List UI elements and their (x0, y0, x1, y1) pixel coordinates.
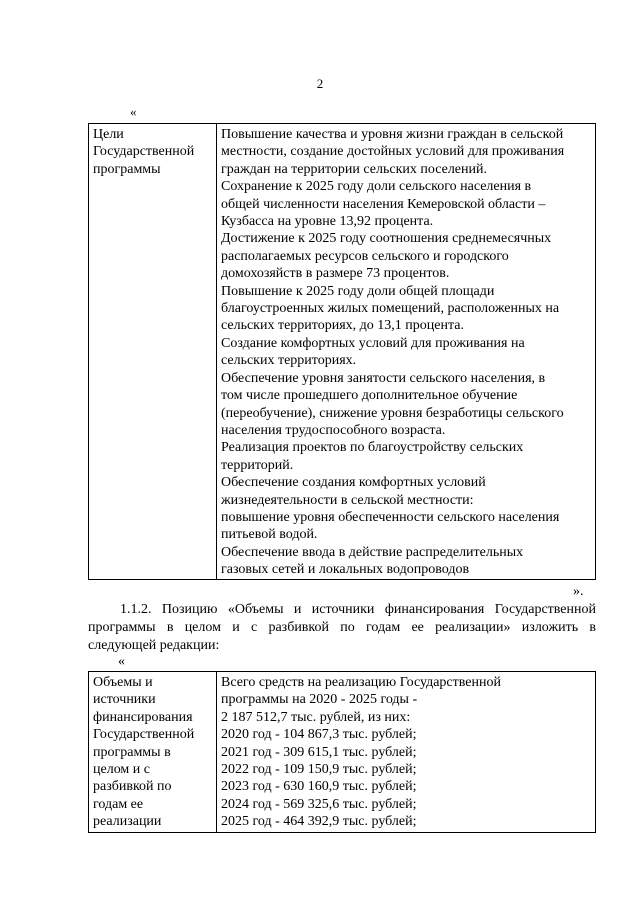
content-line: благоустроенных жилых помещений, расположенных на (221, 301, 560, 317)
content-line: Всего средств на реализацию Государственной (221, 675, 501, 690)
content-line: 2023 год - 630 160,9 тыс. рублей; (221, 779, 417, 795)
goals-label (93, 126, 212, 178)
content-line: Повышение к 2025 году доли общей площади (221, 283, 495, 299)
goals-content-cell (217, 124, 596, 580)
content-line: граждан на территории сельских поселений. (221, 161, 487, 177)
content-line: жизнедеятельности в сельской местности: (221, 492, 474, 508)
content-line: Создание комфортных условий для проживания на (221, 335, 525, 351)
label-line: программы в (93, 744, 171, 760)
label-line: Государственной (93, 144, 195, 160)
label-line: Цели (93, 127, 124, 142)
content-line: (переобучение), снижение уровня безработицы сельского (221, 405, 564, 421)
label-line: реализации (93, 814, 162, 830)
funding-content (221, 674, 591, 831)
funding-table (88, 671, 596, 833)
content-line: 2022 год - 109 150,9 тыс. рублей; (221, 762, 417, 778)
content-line: Кузбасса на уровне 13,92 процента. (221, 214, 434, 230)
content-line: Обеспечение уровня занятости сельского населения, в (221, 370, 546, 386)
label-line: целом и с (93, 762, 150, 778)
paragraph-line: следующей редакции: (88, 638, 220, 653)
page-number: 2 (316, 76, 324, 91)
funding-label-cell (89, 672, 217, 833)
label-line: Государственной (93, 727, 195, 743)
content-line: Достижение к 2025 году соотношения среднемесячных (221, 231, 552, 247)
goals-content (221, 126, 591, 579)
funding-label (93, 674, 212, 831)
content-line: питьевой водой. (221, 527, 318, 543)
content-line: 2020 год - 104 867,3 тыс. рублей; (221, 727, 417, 743)
content-line: Обеспечение создания комфортных условий (221, 475, 486, 491)
content-line: Реализация проектов по благоустройству сельских (221, 440, 524, 456)
paragraph-line: 1.1.2. Позицию «Объемы и источники финансирования Государственной (120, 602, 596, 617)
closing-quote: ». (573, 584, 584, 599)
content-line: Повышение качества и уровня жизни граждан в сельской (221, 127, 564, 142)
opening-quote: « (118, 654, 125, 669)
content-line: газовых сетей и локальных водопроводов (221, 562, 470, 578)
label-line: разбивкой по (93, 779, 172, 795)
content-line: том числе прошедшего дополнительное обучение (221, 388, 518, 404)
amendment-paragraph (88, 601, 596, 655)
label-line: финансирования (93, 709, 193, 725)
label-line: источники (93, 692, 156, 708)
content-line: населения трудоспособного возраста. (221, 422, 446, 438)
goals-table (88, 123, 596, 580)
goals-label-cell (89, 124, 217, 580)
label-line: Объемы и (93, 675, 153, 690)
content-line: 2025 год - 464 392,9 тыс. рублей; (221, 814, 417, 830)
content-line: 2021 год - 309 615,1 тыс. рублей; (221, 744, 417, 760)
paragraph-line: программы в целом и с разбивкой по годам ее реализации» изложить в (88, 620, 596, 635)
content-line: Обеспечение ввода в действие распределительных (221, 544, 524, 560)
content-line: 2 187 512,7 тыс. рублей, из них: (221, 709, 411, 725)
content-line: местности, создание достойных условий для проживания (221, 144, 565, 160)
content-line: сельских территориях. (221, 353, 357, 369)
content-line: общей численности населения Кемеровской области – (221, 196, 546, 212)
content-line: располагаемых ресурсов сельского и городского (221, 248, 509, 264)
label-line: годам ее (93, 796, 144, 812)
content-line: Сохранение к 2025 году доли сельского населения в (221, 179, 532, 195)
content-line: повышение уровня обеспеченности сельского населения (221, 509, 560, 525)
table-row (89, 672, 596, 833)
content-line: 2024 год - 569 325,6 тыс. рублей; (221, 796, 417, 812)
label-line: программы (93, 161, 161, 177)
content-line: сельских территориях, до 13,1 процента. (221, 318, 464, 334)
content-line: территорий. (221, 457, 294, 473)
funding-content-cell (217, 672, 596, 833)
table-row (89, 124, 596, 580)
opening-quote: « (130, 104, 137, 119)
content-line: программы на 2020 - 2025 годы - (221, 692, 418, 708)
content-line: домохозяйств в размере 73 процентов. (221, 266, 450, 282)
